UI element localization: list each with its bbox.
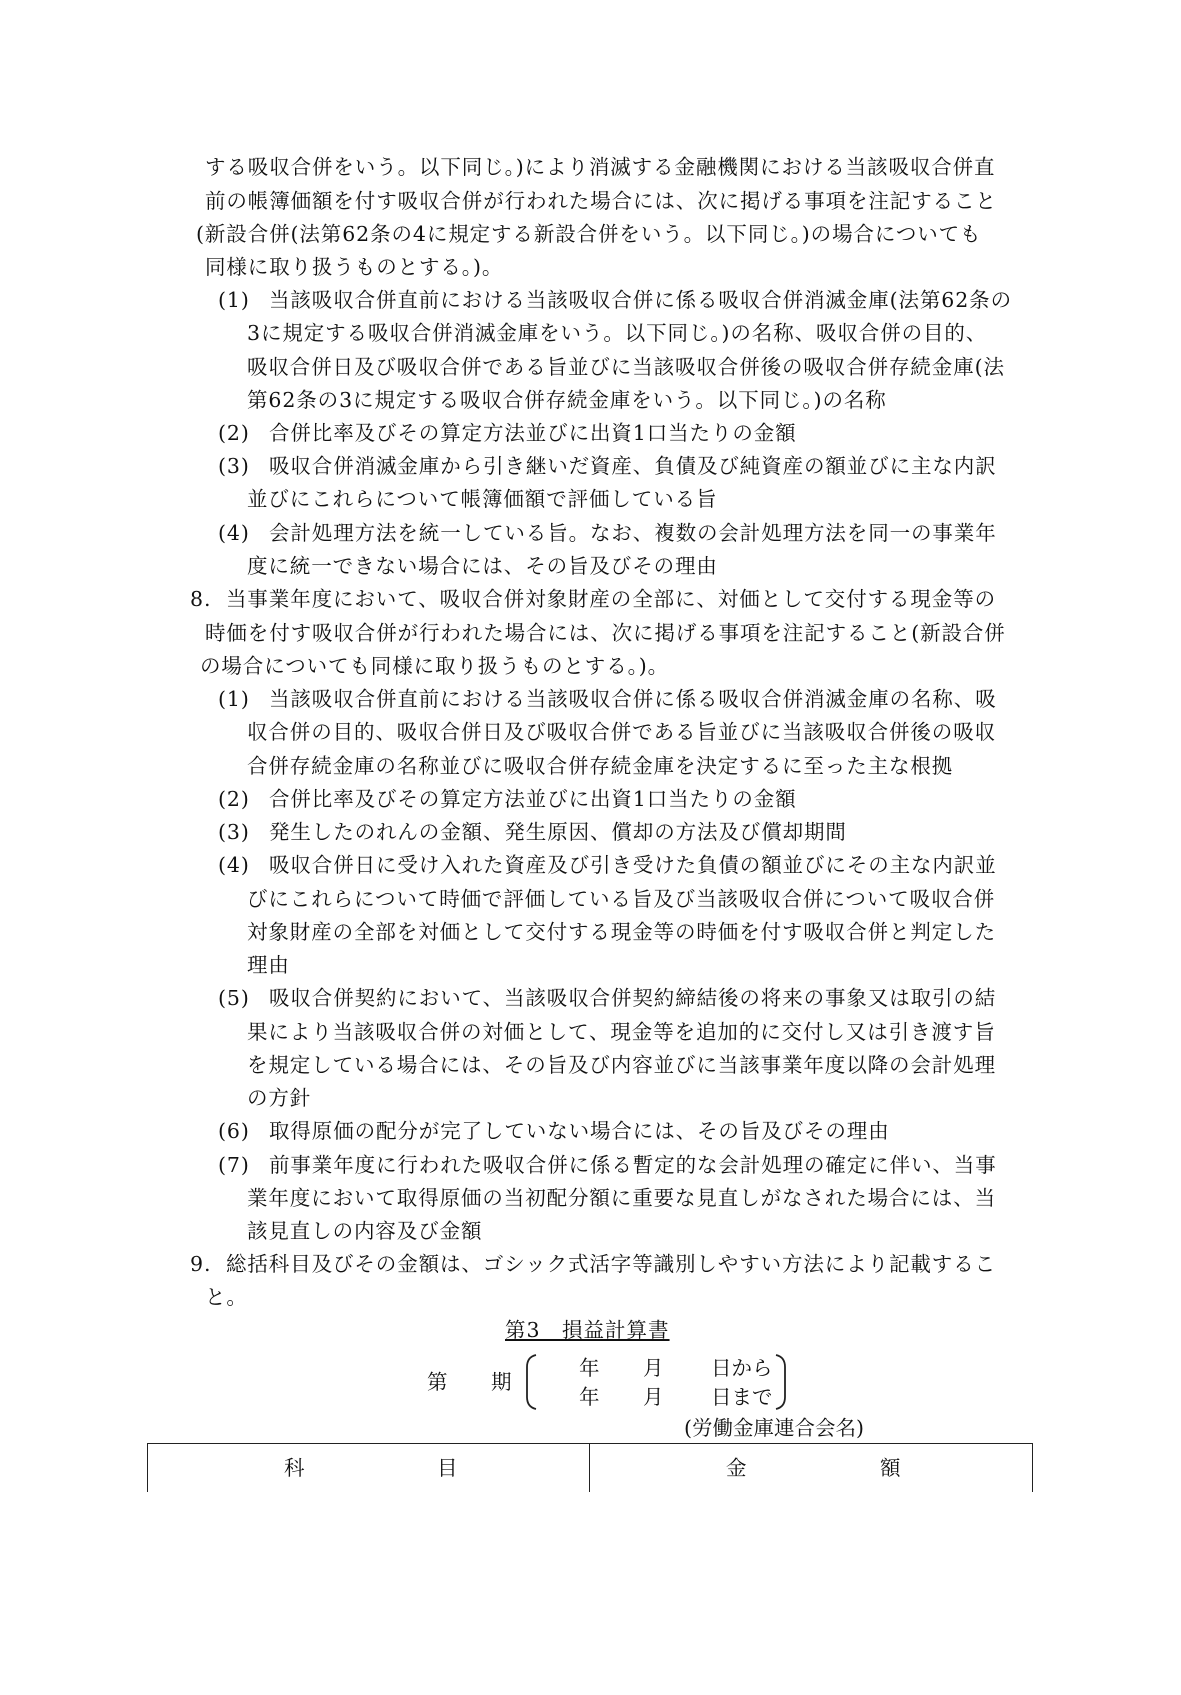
subitem-line: 発生したのれんの金額、発生原因、償却の方法及び償却期間 — [269, 820, 847, 844]
subitem-number: (5) — [218, 986, 250, 1010]
subitem-number: (1) — [218, 288, 250, 312]
subitem-line: 吸収合併消滅金庫から引き継いだ資産、負債及び純資産の額並びに主な内訳 — [269, 454, 997, 478]
column-header-char: 金 — [726, 1456, 747, 1480]
item-line: 総括科目及びその金額は、ゴシック式活字等識別しやすい方法により記載するこ — [226, 1252, 996, 1276]
column-header-char: 科 — [284, 1456, 305, 1480]
column-header-item — [148, 1444, 590, 1493]
left-brace-icon — [523, 1353, 539, 1411]
item-line: 時価を付す吸収合併が行われた場合には、次に掲げる事項を注記すること(新設合併 — [205, 621, 1006, 645]
subitem-line: 吸収合併契約において、当該吸収合併契約締結後の将来の事象又は取引の結 — [269, 986, 997, 1010]
subitem-line: 理由 — [247, 953, 290, 977]
item-number: 8. — [190, 587, 212, 611]
income-statement-table — [147, 1443, 1033, 1492]
subitem-line: 前事業年度に行われた吸収合併に係る暫定的な会計処理の確定に伴い、当事 — [269, 1153, 997, 1177]
subitem-line: 収合併の目的、吸収合併日及び吸収合併である旨並びに当該吸収合併後の吸収 — [247, 720, 996, 744]
subitem-number: (3) — [218, 454, 250, 478]
subitem-number: (3) — [218, 820, 250, 844]
period-dai: 第 — [427, 1370, 448, 1394]
continuation-line: (新設合併(法第62条の4に規定する新設合併をいう。以下同じ。)の場合についても — [196, 222, 982, 246]
right-brace-icon — [773, 1353, 789, 1411]
column-header-char: 額 — [880, 1456, 901, 1480]
subitem-line: 合併存続金庫の名称並びに吸収合併存続金庫を決定するに至った主な根拠 — [247, 754, 954, 778]
subitem-line: を規定している場合には、その旨及び内容並びに当該事業年度以降の会計処理 — [247, 1053, 996, 1077]
from-year-label: 年 — [579, 1356, 600, 1380]
subitem-number: (2) — [218, 787, 250, 811]
subitem-line: 当該吸収合併直前における当該吸収合併に係る吸収合併消滅金庫の名称、吸 — [269, 687, 997, 711]
continuation-line: 同様に取り扱うものとする。)。 — [205, 255, 504, 279]
subitem-line: 業年度において取得原価の当初配分額に重要な見直しがなされた場合には、当 — [247, 1186, 996, 1210]
to-month-label: 月 — [643, 1385, 664, 1409]
subitem-line: 吸収合併日に受け入れた資産及び引き受けた負債の額並びにその主な内訳並 — [269, 853, 997, 877]
subitem-line: 第62条の3に規定する吸収合併存続金庫をいう。以下同じ。)の名称 — [247, 388, 887, 412]
subitem-number: (7) — [218, 1153, 250, 1177]
to-year-label: 年 — [579, 1385, 600, 1409]
from-day-label: 日から — [711, 1356, 773, 1380]
subitem-line: びにこれらについて時価で評価している旨及び当該吸収合併について吸収合併 — [247, 887, 996, 911]
subitem-line: 該見直しの内容及び金額 — [247, 1219, 483, 1243]
to-day-label: 日まで — [711, 1385, 773, 1409]
subitem-line: 合併比率及びその算定方法並びに出資1口当たりの金額 — [269, 421, 797, 445]
subitem-number: (4) — [218, 853, 250, 877]
from-month-label: 月 — [643, 1356, 664, 1380]
subitem-line: 対象財産の全部を対価として交付する現金等の時価を付す吸収合併と判定した — [247, 920, 996, 944]
subitem-line: の方針 — [247, 1086, 312, 1110]
item-line: 当事業年度において、吸収合併対象財産の全部に、対価として交付する現金等の — [226, 587, 996, 611]
item-line: の場合についても同様に取り扱うものとする。)。 — [200, 654, 670, 678]
subitem-number: (6) — [218, 1119, 250, 1143]
org-name-placeholder: (労働金庫連合会名) — [684, 1416, 864, 1440]
subitem-line: 果により当該吸収合併の対価として、現金等を追加的に交付し又は引き渡す旨 — [247, 1020, 996, 1044]
subitem-number: (2) — [218, 421, 250, 445]
subitem-line: 取得原価の配分が完了していない場合には、その旨及びその理由 — [269, 1119, 890, 1143]
item-line: と。 — [205, 1285, 248, 1309]
column-header-char: 目 — [437, 1456, 458, 1480]
subitem-number: (4) — [218, 521, 250, 545]
subitem-line: 度に統一できない場合には、その旨及びその理由 — [247, 554, 718, 578]
subitem-line: 3に規定する吸収合併消滅金庫をいう。以下同じ。)の名称、吸収合併の目的、 — [247, 321, 988, 345]
subitem-number: (1) — [218, 687, 250, 711]
subitem-line: 吸収合併日及び吸収合併である旨並びに当該吸収合併後の吸収合併存続金庫(法 — [247, 355, 1005, 379]
subitem-line: 合併比率及びその算定方法並びに出資1口当たりの金額 — [269, 787, 797, 811]
subitem-line: 並びにこれらについて帳簿価額で評価している旨 — [247, 487, 718, 511]
subitem-line: 当該吸収合併直前における当該吸収合併に係る吸収合併消滅金庫(法第62条の — [269, 288, 1012, 312]
section-title: 第3 損益計算書 — [505, 1318, 670, 1342]
continuation-line: 前の帳簿価額を付す吸収合併が行われた場合には、次に掲げる事項を注記すること — [205, 189, 997, 213]
period-ki: 期 — [491, 1370, 512, 1394]
column-header-amount — [590, 1444, 1033, 1493]
item-number: 9. — [190, 1252, 212, 1276]
subitem-line: 会計処理方法を統一している旨。なお、複数の会計処理方法を同一の事業年 — [269, 521, 997, 545]
continuation-line: する吸収合併をいう。以下同じ。)により消滅する金融機関における当該吸収合併直 — [205, 155, 996, 179]
